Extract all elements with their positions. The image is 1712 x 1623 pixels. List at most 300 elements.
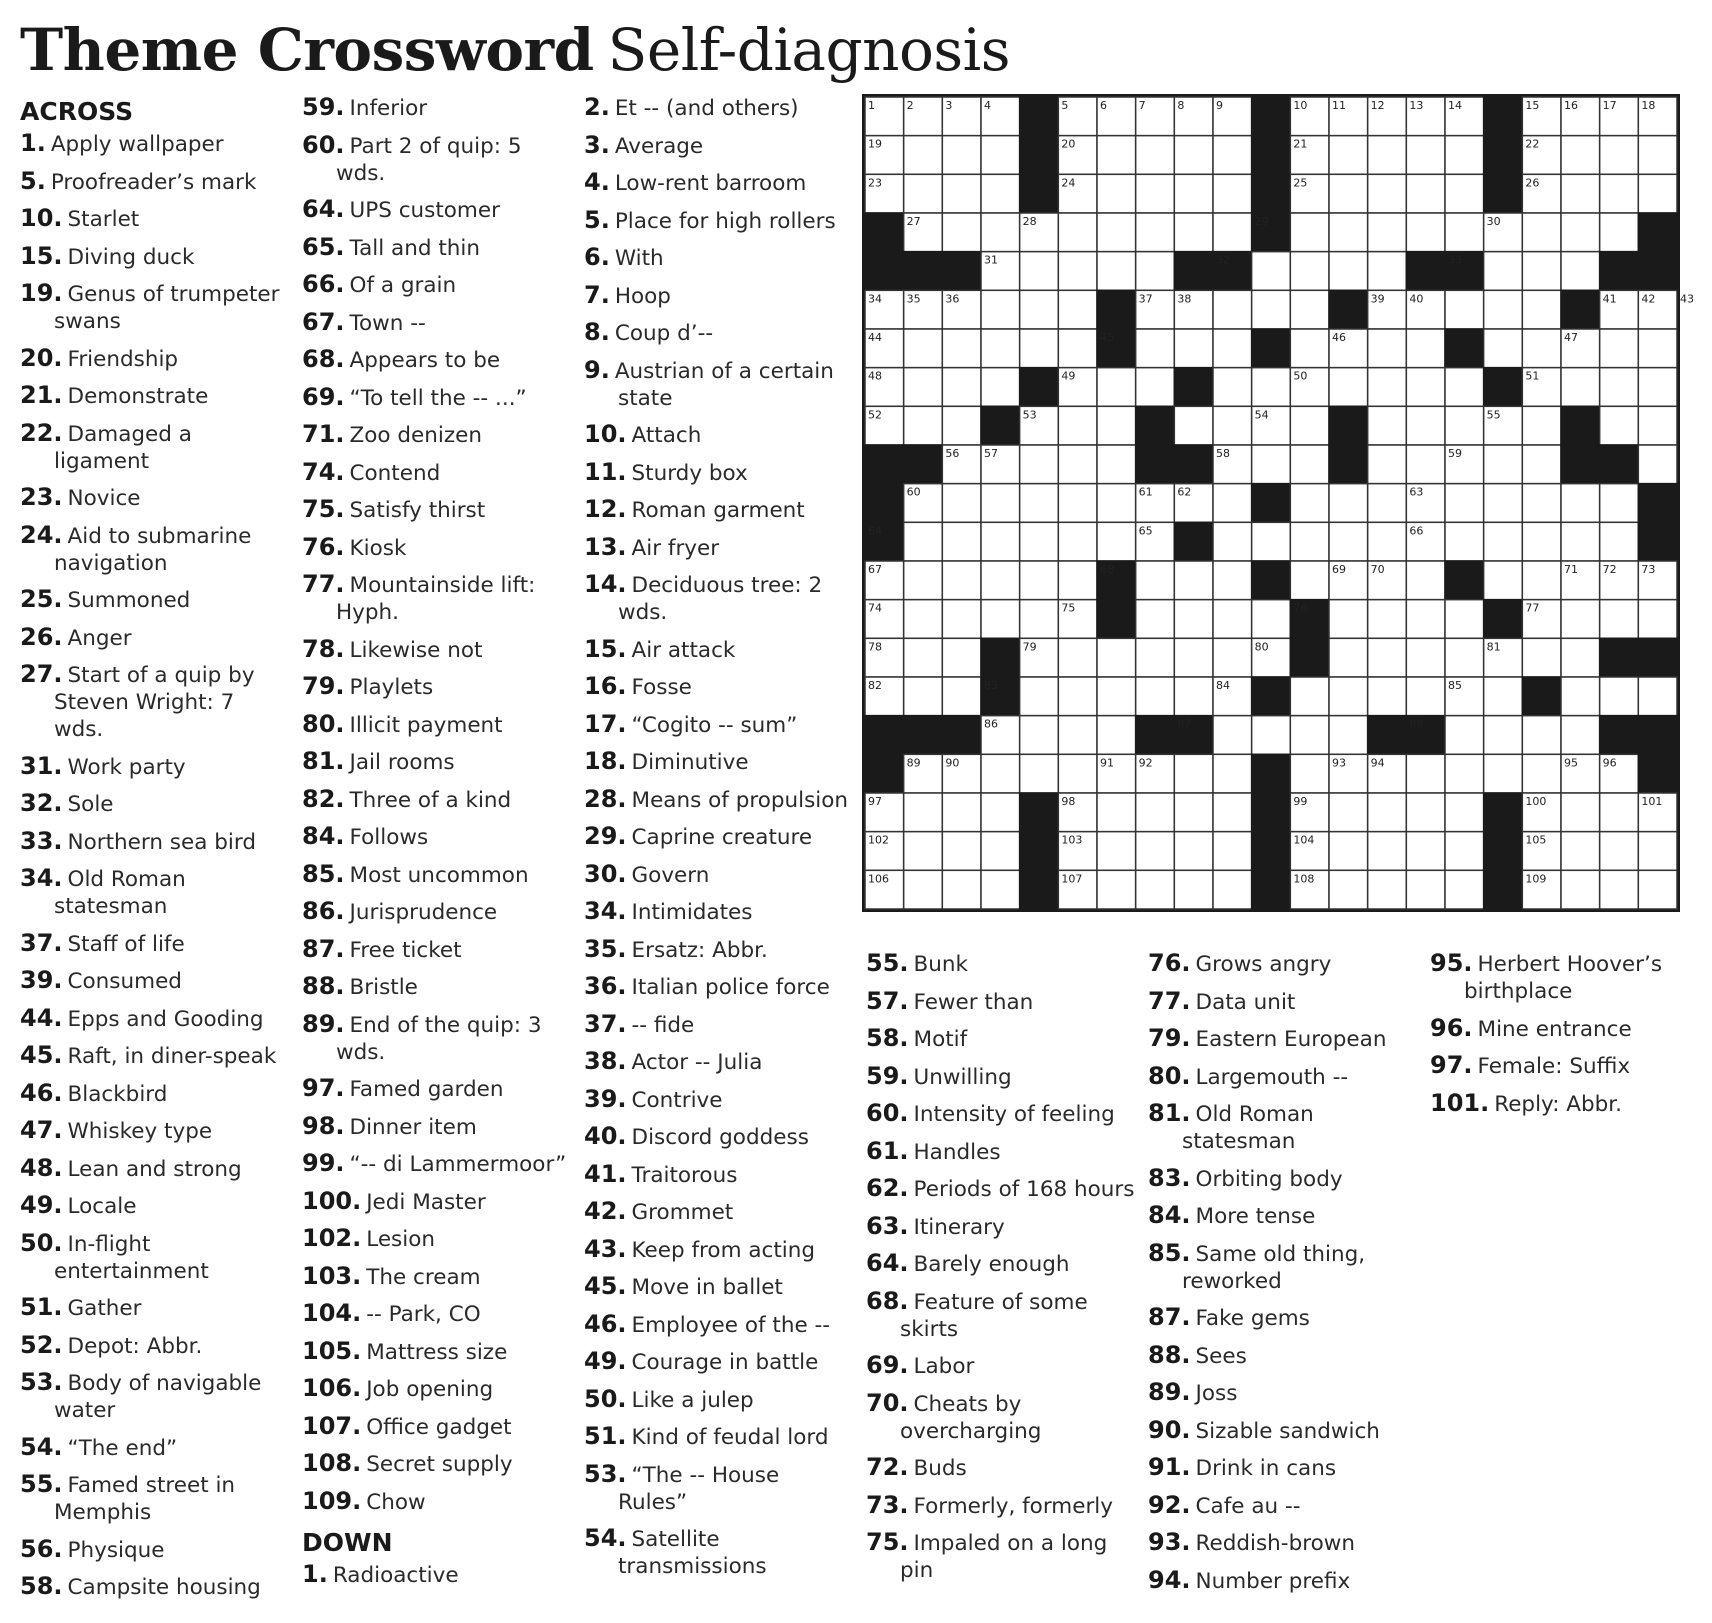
grid-cell[interactable] — [1368, 368, 1407, 407]
grid-cell[interactable] — [1406, 638, 1445, 677]
clue-text: Illicit payment — [349, 712, 503, 738]
grid-cell[interactable] — [1329, 252, 1368, 291]
grid-cell[interactable] — [1058, 638, 1097, 677]
grid-cell[interactable] — [1561, 716, 1600, 755]
grid-cell[interactable] — [1058, 213, 1097, 252]
grid-cell[interactable] — [1638, 870, 1677, 909]
grid-cell[interactable] — [1406, 213, 1445, 252]
grid-cell[interactable] — [1600, 329, 1639, 368]
grid-cell[interactable] — [1097, 136, 1136, 175]
grid-cell[interactable] — [1136, 368, 1175, 407]
grid-cell[interactable] — [1600, 870, 1639, 909]
grid-cell[interactable] — [981, 213, 1020, 252]
grid-cell[interactable] — [1561, 174, 1600, 213]
grid-cell[interactable] — [1522, 406, 1561, 445]
grid-cell[interactable] — [1368, 677, 1407, 716]
grid-cell[interactable] — [1522, 638, 1561, 677]
grid-cell[interactable] — [1329, 638, 1368, 677]
grid-cell[interactable] — [1600, 136, 1639, 175]
clue — [1148, 1379, 1418, 1407]
grid-cell[interactable] — [1290, 677, 1329, 716]
grid-cell[interactable] — [1136, 561, 1175, 600]
grid-cell[interactable] — [1561, 638, 1600, 677]
grid-cell[interactable] — [1213, 213, 1252, 252]
clue-text: Likewise not — [349, 637, 483, 663]
grid-cell[interactable] — [1445, 522, 1484, 561]
grid-cell[interactable] — [1329, 870, 1368, 909]
grid-cell[interactable] — [1368, 445, 1407, 484]
clue-text: Keep from acting — [631, 1237, 816, 1263]
grid-cell[interactable] — [1174, 136, 1213, 175]
clue — [584, 207, 854, 235]
cell-number: 26 — [1525, 176, 1540, 190]
grid-cell[interactable] — [1290, 329, 1329, 368]
grid-cell[interactable] — [1561, 522, 1600, 561]
grid-cell[interactable] — [942, 638, 981, 677]
grid-cell[interactable] — [1600, 522, 1639, 561]
grid-cell[interactable] — [1058, 716, 1097, 755]
grid-cell[interactable] — [981, 832, 1020, 871]
clue — [302, 132, 572, 187]
grid-cell[interactable] — [1213, 406, 1252, 445]
grid-cell[interactable] — [1406, 329, 1445, 368]
grid-block — [1136, 716, 1175, 755]
clue-text: The cream — [366, 1264, 481, 1290]
grid-cell[interactable] — [1561, 136, 1600, 175]
grid-cell[interactable] — [1136, 793, 1175, 832]
grid-cell[interactable] — [1290, 445, 1329, 484]
grid-cell[interactable] — [1368, 406, 1407, 445]
grid-cell[interactable] — [1097, 213, 1136, 252]
grid-cell[interactable] — [1368, 522, 1407, 561]
grid-cell[interactable] — [1445, 213, 1484, 252]
grid-cell[interactable] — [981, 329, 1020, 368]
grid-cell[interactable] — [1368, 174, 1407, 213]
grid-cell[interactable] — [1600, 832, 1639, 871]
grid-cell[interactable] — [1329, 484, 1368, 523]
grid-cell[interactable] — [904, 561, 943, 600]
grid-cell[interactable] — [1097, 716, 1136, 755]
grid-cell[interactable] — [904, 329, 943, 368]
grid-cell[interactable] — [1329, 600, 1368, 639]
grid-cell[interactable] — [904, 406, 943, 445]
clue-number: 32. — [20, 789, 63, 817]
grid-cell[interactable] — [1484, 522, 1523, 561]
grid-cell[interactable] — [1097, 638, 1136, 677]
grid-cell[interactable] — [1329, 832, 1368, 871]
grid-cell[interactable] — [904, 522, 943, 561]
grid-cell[interactable] — [1174, 329, 1213, 368]
grid-cell[interactable] — [1522, 329, 1561, 368]
grid-cell[interactable] — [1174, 561, 1213, 600]
grid-cell[interactable] — [1368, 793, 1407, 832]
grid-cell[interactable] — [1484, 754, 1523, 793]
grid-cell[interactable] — [1097, 832, 1136, 871]
clue-number: 7. — [584, 280, 610, 309]
grid-cell[interactable] — [1213, 600, 1252, 639]
grid-cell[interactable] — [1406, 600, 1445, 639]
clue — [866, 1250, 1136, 1278]
grid-cell[interactable] — [1058, 290, 1097, 329]
grid-cell[interactable] — [1020, 677, 1059, 716]
clue-number: 67. — [302, 307, 345, 336]
grid-cell[interactable] — [1522, 561, 1561, 600]
grid-cell[interactable] — [1252, 600, 1291, 639]
grid-cell[interactable] — [1097, 484, 1136, 523]
grid-cell[interactable] — [1600, 600, 1639, 639]
grid-cell[interactable] — [1058, 754, 1097, 793]
grid-cell[interactable] — [1252, 445, 1291, 484]
grid-cell[interactable] — [1290, 252, 1329, 291]
grid-cell[interactable] — [942, 368, 981, 407]
grid-cell[interactable] — [1290, 290, 1329, 329]
grid-cell[interactable] — [1213, 716, 1252, 755]
grid-cell[interactable] — [1561, 213, 1600, 252]
cell-number: 60 — [906, 485, 921, 499]
grid-cell[interactable] — [1290, 484, 1329, 523]
grid-cell[interactable] — [1445, 174, 1484, 213]
grid-cell[interactable] — [1213, 561, 1252, 600]
grid-cell[interactable] — [1174, 406, 1213, 445]
grid-cell[interactable] — [1445, 368, 1484, 407]
clue-text: Discord goddess — [631, 1125, 809, 1150]
grid-cell[interactable] — [1368, 213, 1407, 252]
grid-cell[interactable] — [942, 136, 981, 175]
grid-cell[interactable] — [1174, 677, 1213, 716]
grid-cell[interactable] — [904, 174, 943, 213]
grid-cell[interactable] — [1213, 329, 1252, 368]
grid-cell[interactable] — [1213, 136, 1252, 175]
grid-block — [1600, 716, 1639, 755]
grid-cell[interactable] — [1638, 677, 1677, 716]
grid-cell[interactable] — [942, 329, 981, 368]
grid-cell[interactable] — [981, 522, 1020, 561]
grid-cell[interactable] — [1020, 484, 1059, 523]
grid-cell[interactable] — [1136, 174, 1175, 213]
grid-cell[interactable] — [1174, 832, 1213, 871]
grid-cell[interactable] — [1290, 522, 1329, 561]
grid-cell[interactable] — [1600, 174, 1639, 213]
grid-cell[interactable] — [1406, 445, 1445, 484]
grid-cell[interactable] — [1252, 252, 1291, 291]
grid-cell[interactable] — [1445, 870, 1484, 909]
grid-cell[interactable] — [981, 136, 1020, 175]
grid-cell[interactable] — [1484, 677, 1523, 716]
grid-cell[interactable] — [1445, 406, 1484, 445]
grid-cell[interactable] — [1329, 368, 1368, 407]
grid-cell[interactable] — [1020, 522, 1059, 561]
grid-cell[interactable] — [1638, 600, 1677, 639]
grid-cell[interactable] — [1445, 484, 1484, 523]
grid-cell[interactable] — [1290, 754, 1329, 793]
grid-cell[interactable] — [942, 600, 981, 639]
grid-cell[interactable] — [1329, 677, 1368, 716]
grid-cell[interactable] — [1097, 406, 1136, 445]
grid-cell[interactable] — [1368, 870, 1407, 909]
grid-cell[interactable] — [1213, 754, 1252, 793]
grid-cell[interactable] — [1020, 290, 1059, 329]
grid-cell[interactable] — [904, 136, 943, 175]
grid-cell[interactable] — [904, 368, 943, 407]
grid-cell[interactable] — [1213, 832, 1252, 871]
grid-cell[interactable] — [981, 174, 1020, 213]
grid-cell[interactable] — [1058, 252, 1097, 291]
grid-cell[interactable] — [1406, 406, 1445, 445]
clue-text: Aid to submarine navigation — [54, 523, 252, 576]
grid-cell[interactable] — [1020, 329, 1059, 368]
grid-cell[interactable] — [1522, 213, 1561, 252]
grid-cell[interactable] — [904, 600, 943, 639]
grid-cell[interactable] — [1058, 677, 1097, 716]
grid-cell[interactable] — [1020, 600, 1059, 639]
grid-cell[interactable] — [981, 561, 1020, 600]
grid-cell[interactable] — [1406, 870, 1445, 909]
grid-cell[interactable] — [1561, 252, 1600, 291]
grid-cell[interactable] — [1484, 290, 1523, 329]
grid-block — [865, 252, 904, 291]
grid-cell[interactable] — [1406, 368, 1445, 407]
grid-cell[interactable] — [1522, 754, 1561, 793]
grid-cell[interactable] — [1058, 484, 1097, 523]
grid-cell[interactable] — [1058, 522, 1097, 561]
clue-number: 70. — [866, 1388, 909, 1417]
grid-cell[interactable] — [1406, 793, 1445, 832]
grid-cell[interactable] — [1561, 793, 1600, 832]
grid-cell[interactable] — [1136, 136, 1175, 175]
grid-cell[interactable] — [1136, 252, 1175, 291]
grid-cell[interactable] — [1058, 561, 1097, 600]
grid-cell[interactable] — [904, 793, 943, 832]
cell-number: 62 — [1177, 485, 1192, 499]
grid-cell[interactable] — [1290, 406, 1329, 445]
grid-cell[interactable] — [1213, 870, 1252, 909]
grid-cell[interactable] — [1058, 329, 1097, 368]
grid-cell[interactable] — [1213, 174, 1252, 213]
grid-cell[interactable] — [981, 368, 1020, 407]
grid-cell[interactable] — [1329, 793, 1368, 832]
grid-cell[interactable] — [942, 406, 981, 445]
grid-cell[interactable] — [1097, 174, 1136, 213]
grid-cell[interactable] — [1058, 445, 1097, 484]
grid-cell[interactable] — [1406, 136, 1445, 175]
clue-text: Famed garden — [349, 1077, 504, 1102]
clue-text: Consumed — [67, 969, 182, 994]
grid-cell[interactable] — [942, 832, 981, 871]
grid-cell[interactable] — [1174, 213, 1213, 252]
grid-cell[interactable] — [1484, 329, 1523, 368]
grid-cell[interactable] — [1638, 136, 1677, 175]
grid-cell[interactable] — [1290, 716, 1329, 755]
grid-cell[interactable] — [1174, 638, 1213, 677]
grid-cell[interactable] — [1097, 368, 1136, 407]
grid-cell[interactable] — [1368, 484, 1407, 523]
clue — [302, 1263, 572, 1291]
grid-cell[interactable] — [904, 677, 943, 716]
grid-cell[interactable] — [1020, 252, 1059, 291]
grid-cell[interactable] — [942, 174, 981, 213]
grid-cell[interactable] — [1213, 290, 1252, 329]
clue-number: 75. — [302, 495, 345, 523]
grid-cell[interactable] — [1638, 445, 1677, 484]
clue-text: Of a grain — [349, 273, 457, 298]
grid-cell[interactable] — [1174, 600, 1213, 639]
grid-cell[interactable] — [1600, 793, 1639, 832]
grid-block — [1368, 716, 1407, 755]
clue-text: Proofreader’s mark — [50, 169, 257, 195]
grid-cell[interactable] — [1368, 136, 1407, 175]
grid-cell[interactable] — [1600, 213, 1639, 252]
grid-cell[interactable] — [1600, 406, 1639, 445]
grid-cell[interactable] — [1638, 368, 1677, 407]
grid-cell[interactable] — [1174, 870, 1213, 909]
clue — [584, 1386, 854, 1414]
grid-cell[interactable] — [1058, 406, 1097, 445]
grid-cell[interactable] — [1213, 484, 1252, 523]
grid-cell[interactable] — [1445, 832, 1484, 871]
grid-cell[interactable] — [981, 484, 1020, 523]
clue-number: 85. — [1148, 1238, 1191, 1267]
grid-cell[interactable] — [942, 870, 981, 909]
grid-cell[interactable] — [1252, 290, 1291, 329]
grid-cell[interactable] — [1136, 329, 1175, 368]
grid-cell[interactable] — [1329, 213, 1368, 252]
grid-cell[interactable] — [1561, 600, 1600, 639]
grid-cell[interactable] — [904, 832, 943, 871]
grid-cell[interactable] — [1638, 406, 1677, 445]
grid-cell[interactable] — [1290, 561, 1329, 600]
grid-cell[interactable] — [942, 522, 981, 561]
clue-text: Cheats by overcharging — [900, 1391, 1042, 1444]
grid-cell[interactable] — [1445, 600, 1484, 639]
grid-cell[interactable] — [1522, 484, 1561, 523]
grid-cell[interactable] — [1097, 870, 1136, 909]
clue-number: 64. — [302, 195, 345, 223]
grid-cell[interactable] — [1174, 793, 1213, 832]
grid-cell[interactable] — [1445, 136, 1484, 175]
grid-cell[interactable] — [1522, 252, 1561, 291]
grid-cell[interactable] — [1484, 445, 1523, 484]
grid-cell[interactable] — [1484, 252, 1523, 291]
grid-cell[interactable] — [1290, 213, 1329, 252]
clue-number: 74. — [302, 457, 345, 486]
clue — [866, 988, 1136, 1016]
grid-cell[interactable] — [1097, 522, 1136, 561]
grid-cell[interactable] — [1600, 677, 1639, 716]
grid-cell[interactable] — [942, 213, 981, 252]
grid-cell[interactable] — [1329, 136, 1368, 175]
grid-cell[interactable] — [1136, 677, 1175, 716]
grid-cell[interactable] — [981, 793, 1020, 832]
grid-block — [942, 252, 981, 291]
grid-cell[interactable] — [1406, 174, 1445, 213]
grid-cell[interactable] — [942, 677, 981, 716]
grid-cell[interactable] — [981, 290, 1020, 329]
grid-cell[interactable] — [942, 561, 981, 600]
grid-cell[interactable] — [981, 754, 1020, 793]
grid-cell[interactable] — [1368, 600, 1407, 639]
grid-cell[interactable] — [1329, 716, 1368, 755]
grid-cell[interactable] — [1097, 793, 1136, 832]
clue — [584, 936, 854, 964]
grid-cell[interactable] — [1522, 290, 1561, 329]
grid-cell[interactable] — [981, 870, 1020, 909]
grid-cell[interactable] — [1252, 716, 1291, 755]
grid-cell[interactable] — [1136, 638, 1175, 677]
grid-cell[interactable] — [1522, 522, 1561, 561]
grid-cell[interactable] — [1020, 445, 1059, 484]
grid-cell[interactable] — [1406, 677, 1445, 716]
grid-cell[interactable] — [1329, 522, 1368, 561]
grid-cell[interactable] — [1484, 561, 1523, 600]
grid-cell[interactable] — [1561, 832, 1600, 871]
grid-cell[interactable] — [1561, 870, 1600, 909]
grid-cell[interactable] — [1213, 638, 1252, 677]
grid-cell[interactable] — [1097, 677, 1136, 716]
grid-cell[interactable] — [1368, 638, 1407, 677]
grid-cell[interactable] — [1561, 368, 1600, 407]
grid-cell[interactable] — [1174, 754, 1213, 793]
grid-cell[interactable] — [1097, 445, 1136, 484]
grid-cell[interactable] — [1136, 870, 1175, 909]
grid-cell[interactable] — [1136, 832, 1175, 871]
grid-cell[interactable] — [1020, 561, 1059, 600]
grid-cell[interactable] — [904, 870, 943, 909]
grid-cell[interactable] — [942, 793, 981, 832]
grid-cell[interactable] — [981, 600, 1020, 639]
grid-cell[interactable] — [1445, 754, 1484, 793]
grid-cell[interactable] — [1368, 252, 1407, 291]
grid-cell[interactable] — [1522, 716, 1561, 755]
grid-cell[interactable] — [1406, 754, 1445, 793]
grid-cell[interactable] — [1136, 600, 1175, 639]
grid-cell[interactable] — [1484, 716, 1523, 755]
grid-cell[interactable] — [1213, 793, 1252, 832]
grid-cell[interactable] — [1368, 832, 1407, 871]
grid-cell[interactable] — [1406, 832, 1445, 871]
grid-cell[interactable] — [1522, 445, 1561, 484]
grid-cell[interactable] — [1368, 329, 1407, 368]
grid-cell[interactable] — [1600, 368, 1639, 407]
grid-cell[interactable] — [1252, 522, 1291, 561]
grid-cell[interactable] — [1136, 213, 1175, 252]
grid-cell[interactable] — [1445, 638, 1484, 677]
clue-text: “The end” — [67, 1435, 178, 1461]
grid-cell[interactable] — [1600, 484, 1639, 523]
grid-cell[interactable] — [1097, 252, 1136, 291]
grid-cell[interactable] — [1213, 522, 1252, 561]
grid-cell[interactable] — [1020, 716, 1059, 755]
grid-cell[interactable] — [1561, 677, 1600, 716]
grid-cell[interactable] — [1445, 793, 1484, 832]
grid-cell[interactable] — [1329, 174, 1368, 213]
grid-cell[interactable] — [942, 484, 981, 523]
grid-cell[interactable] — [1638, 832, 1677, 871]
grid-block — [1290, 638, 1329, 677]
grid-cell[interactable] — [904, 638, 943, 677]
grid-cell[interactable] — [1638, 174, 1677, 213]
clue — [302, 936, 572, 964]
grid-cell[interactable] — [1213, 368, 1252, 407]
grid-cell[interactable] — [1561, 484, 1600, 523]
grid-cell[interactable] — [1174, 174, 1213, 213]
grid-cell[interactable] — [1445, 290, 1484, 329]
grid-cell[interactable] — [1252, 368, 1291, 407]
grid-cell[interactable] — [1445, 716, 1484, 755]
grid-cell[interactable] — [1638, 329, 1677, 368]
grid-cell[interactable] — [1020, 754, 1059, 793]
grid-cell[interactable] — [1406, 561, 1445, 600]
grid-cell[interactable] — [1484, 484, 1523, 523]
